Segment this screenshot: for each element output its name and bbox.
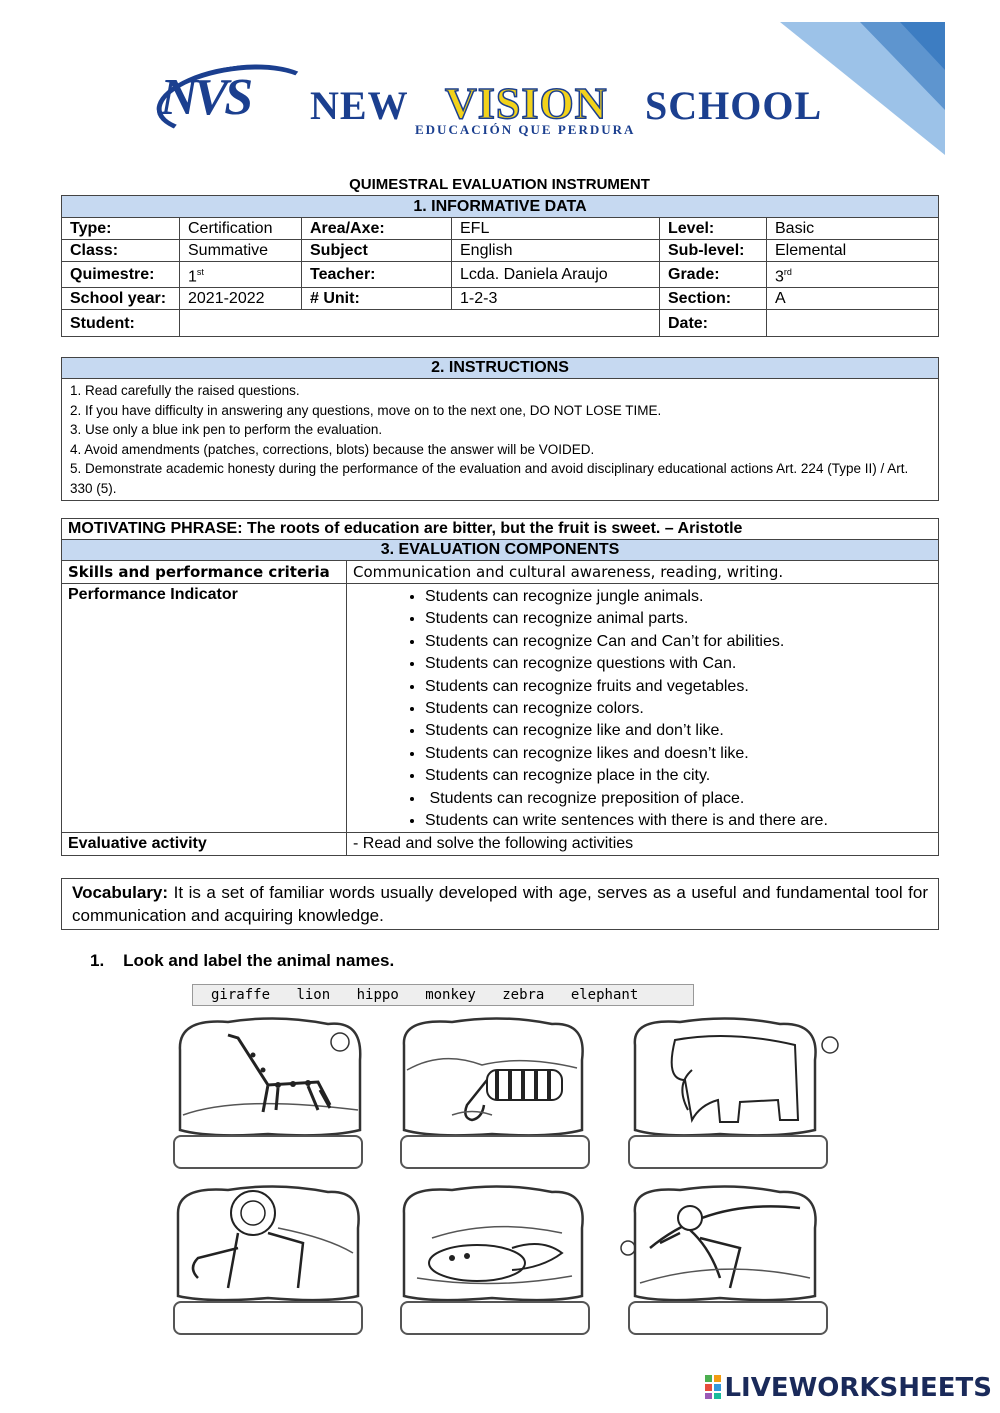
giraffe-picture [168,1010,368,1160]
vocabulary-text: It is a set of familiar words usually developed with age, serves as a useful and fundamental tool for communication and acquiring knowledge. [72,883,928,925]
quimestre-label: Quimestre: [62,262,180,288]
subject-label: Subject [302,240,452,262]
indicator-item: • Students can recognize jungle animals. [425,586,932,608]
indicator-item: • Students can recognize like and don’t like. [425,720,932,742]
subject-value: English [452,240,660,262]
type-label: Type: [62,218,180,240]
evaluation-header: 3. EVALUATION COMPONENTS [62,540,939,561]
evaluation-components-table [61,518,939,856]
type-value: Certification [180,218,302,240]
answer-box[interactable] [628,1135,828,1169]
question-1-title: 1. Look and label the animal names. [90,951,395,970]
sublevel-value: Elemental [767,240,939,262]
sublevel-label: Sub-level: [660,240,767,262]
instruction-item: 3. Use only a blue ink pen to perform the evaluation. [70,422,383,437]
teacher-value: Lcda. Daniela Araujo [452,262,660,288]
student-label: Student: [62,310,180,337]
motivating-phrase: MOTIVATING PHRASE: The roots of education are bitter, but the fruit is sweet. – Aristotle [62,519,939,540]
word-bank-item: monkey [425,987,476,1003]
instructions-box [61,357,939,501]
section-value: A [767,288,939,310]
unit-label: # Unit: [302,288,452,310]
indicator-cell [347,584,939,833]
indicator-list [353,586,932,832]
instruction-item: 4. Avoid amendments (patches, corrections, blots) because the answer will be VOIDED. [70,441,595,457]
instructions-list [62,379,938,500]
instruction-item: 1. Read carefully the raised questions. [70,383,300,398]
monkey-picture [620,1178,820,1328]
skills-value: Communication and cultural awareness, reading, writing. [347,561,939,584]
liveworksheets-icon [704,1374,722,1400]
indicator-item: • Students can recognize likes and doesn’t like. [425,743,932,765]
class-value: Summative [180,240,302,262]
word-bank-item: elephant [570,987,639,1003]
indicator-item: • Students can recognize place in the city. [425,765,932,787]
word-bank-item: hippo [356,987,399,1003]
zebra-picture [392,1010,592,1160]
logo-tagline: EDUCACIÓN QUE PERDURA [415,122,636,137]
level-value: Basic [767,218,939,240]
school-logo [160,62,880,142]
skills-label: Skills and performance criteria [62,561,347,584]
teacher-label: Teacher: [302,262,452,288]
hippo-picture [392,1178,592,1328]
instruction-item: 5. Demonstrate academic honesty during the performance of the evaluation and avoid disciplinary educational actions Art. 224 (Type II) / Art. 330 (5). [70,461,909,496]
word-bank-item: zebra [502,987,545,1003]
informative-data-table [61,195,939,337]
instruction-item: 2. If you have difficulty in answering any questions, move on to the next one, DO NOT LOSE TIME. [70,402,662,418]
answer-box[interactable] [173,1135,363,1169]
logo-word-vision: VISION [445,79,608,128]
class-label: Class: [62,240,180,262]
indicator-item: • Students can recognize fruits and vegetables. [425,676,932,698]
grade-label: Grade: [660,262,767,288]
informative-header: 1. INFORMATIVE DATA [62,196,939,218]
indicator-item: • Students can recognize preposition of place. [425,788,932,810]
quimestre-number: 1 [188,268,197,286]
year-value: 2021-2022 [180,288,302,310]
grade-value [767,262,939,288]
instructions-header: 2. INSTRUCTIONS [62,358,938,379]
word-bank-item: lion [296,987,331,1003]
liveworksheets-watermark [704,1373,992,1403]
word-bank-item: giraffe [211,987,271,1003]
date-field[interactable] [767,310,939,337]
answer-box[interactable] [173,1301,363,1335]
elephant-picture [620,1010,820,1160]
logo-word-new: NEW [310,83,409,128]
student-field[interactable] [180,310,660,337]
watermark-text: LIVEWORKSHEETS [724,1373,992,1403]
indicator-item: • Students can recognize animal parts. [425,608,932,630]
indicator-item: • Students can write sentences with there is and there are. [425,810,932,832]
level-label: Level: [660,218,767,240]
document-title: QUIMESTRAL EVALUATION INSTRUMENT [349,176,650,193]
activity-label: Evaluative activity [62,833,347,856]
area-label: Area/Axe: [302,218,452,240]
indicator-item: • Students can recognize questions with Can. [425,653,932,675]
answer-box[interactable] [400,1135,590,1169]
quimestre-suffix: st [196,267,204,277]
area-value: EFL [452,218,660,240]
date-label: Date: [660,310,767,337]
word-bank [192,984,694,1006]
answer-box[interactable] [628,1301,828,1335]
answer-box[interactable] [400,1301,590,1335]
unit-value: 1-2-3 [452,288,660,310]
lion-picture [168,1178,368,1328]
logo-mark: NVS [160,69,250,126]
grade-number: 3 [775,268,784,286]
year-label: School year: [62,288,180,310]
indicator-item: • Students can recognize Can and Can’t for abilities. [425,631,932,653]
activity-value: - Read and solve the following activities [347,833,939,856]
vocabulary-box [61,878,939,930]
indicator-label: Performance Indicator [62,584,347,833]
logo-word-school: SCHOOL [645,83,823,128]
quimestre-value [180,262,302,288]
section-label: Section: [660,288,767,310]
vocabulary-label: Vocabulary: [72,883,169,902]
grade-suffix: rd [783,267,792,277]
indicator-item: • Students can recognize colors. [425,698,932,720]
